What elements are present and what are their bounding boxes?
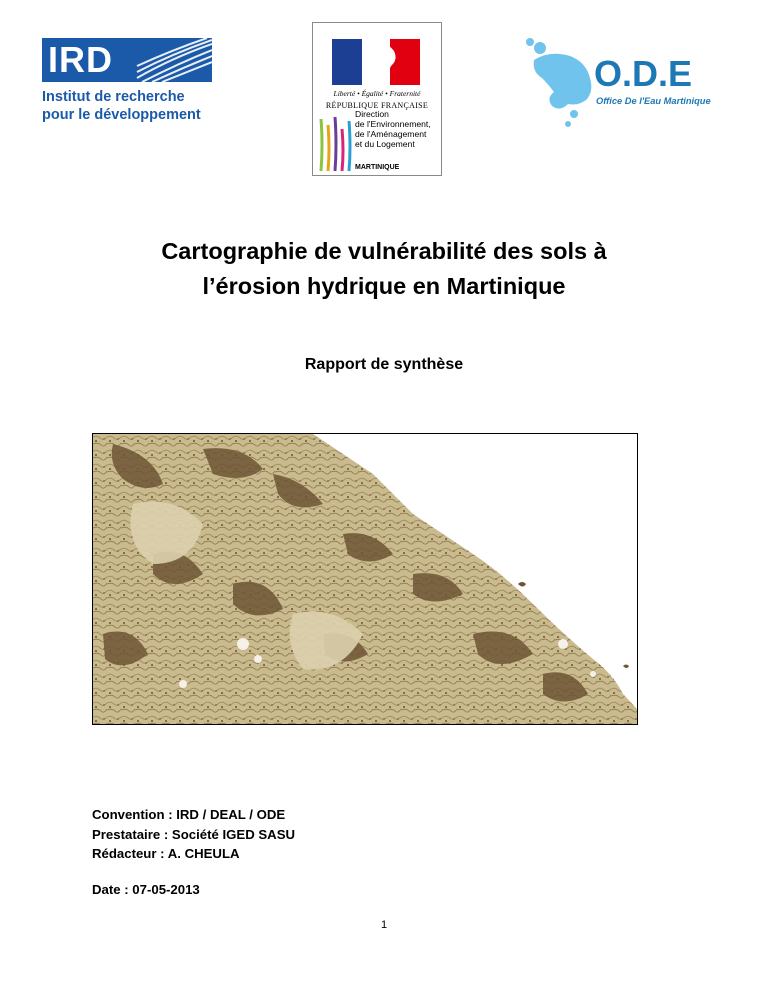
prestataire-line: Prestataire : Société IGED SASU [92, 826, 296, 842]
deal-name [355, 109, 431, 149]
ird-logo-letters: IRD [48, 39, 113, 80]
document-title [0, 234, 768, 304]
convention-line: Convention : IRD / DEAL / ODE [92, 807, 286, 822]
deal-colored-bars-icon [317, 115, 357, 173]
page-number: 1 [380, 919, 388, 931]
ird-subtitle-line1: Institut de recherche [42, 89, 185, 105]
ode-logo [520, 34, 742, 134]
ird-logo-subtitle [42, 88, 201, 124]
martinique-map-illustration [93, 434, 637, 724]
ode-title: O.D.E [594, 53, 693, 94]
ird-logo-box [42, 38, 212, 82]
document-subtitle: Rapport de synthèse [304, 356, 464, 373]
ird-subtitle-line2: pour le développement [42, 107, 201, 123]
document-title-line1: Cartographie de vulnérabilité des sols à [161, 238, 607, 264]
water-drop-icon [520, 34, 600, 134]
marianne-flag-icon [332, 39, 420, 85]
republique-name: RÉPUBLIQUE FRANÇAISE [325, 101, 429, 110]
deal-line-1: Direction [355, 109, 389, 119]
republique-motto: Liberté • Égalité • Fraternité [333, 89, 421, 98]
deal-region: MARTINIQUE [355, 164, 400, 171]
erosion-map-image [92, 433, 638, 725]
deal-line-4: et du Logement [355, 139, 415, 149]
redacteur-line: Rédacteur : A. CHEULA [92, 846, 240, 861]
deal-line-3: de l'Aménagement [355, 129, 427, 139]
date-line: Date : 07-05-2013 [92, 881, 200, 897]
ird-logo [42, 38, 232, 128]
report-info [92, 805, 295, 899]
document-title-line2: l’érosion hydrique en Martinique [202, 273, 566, 299]
deal-line-2: de l'Environnement, [355, 119, 431, 129]
ode-subtitle: Office De l'Eau Martinique [596, 96, 711, 106]
republique-francaise-logo [312, 22, 442, 176]
